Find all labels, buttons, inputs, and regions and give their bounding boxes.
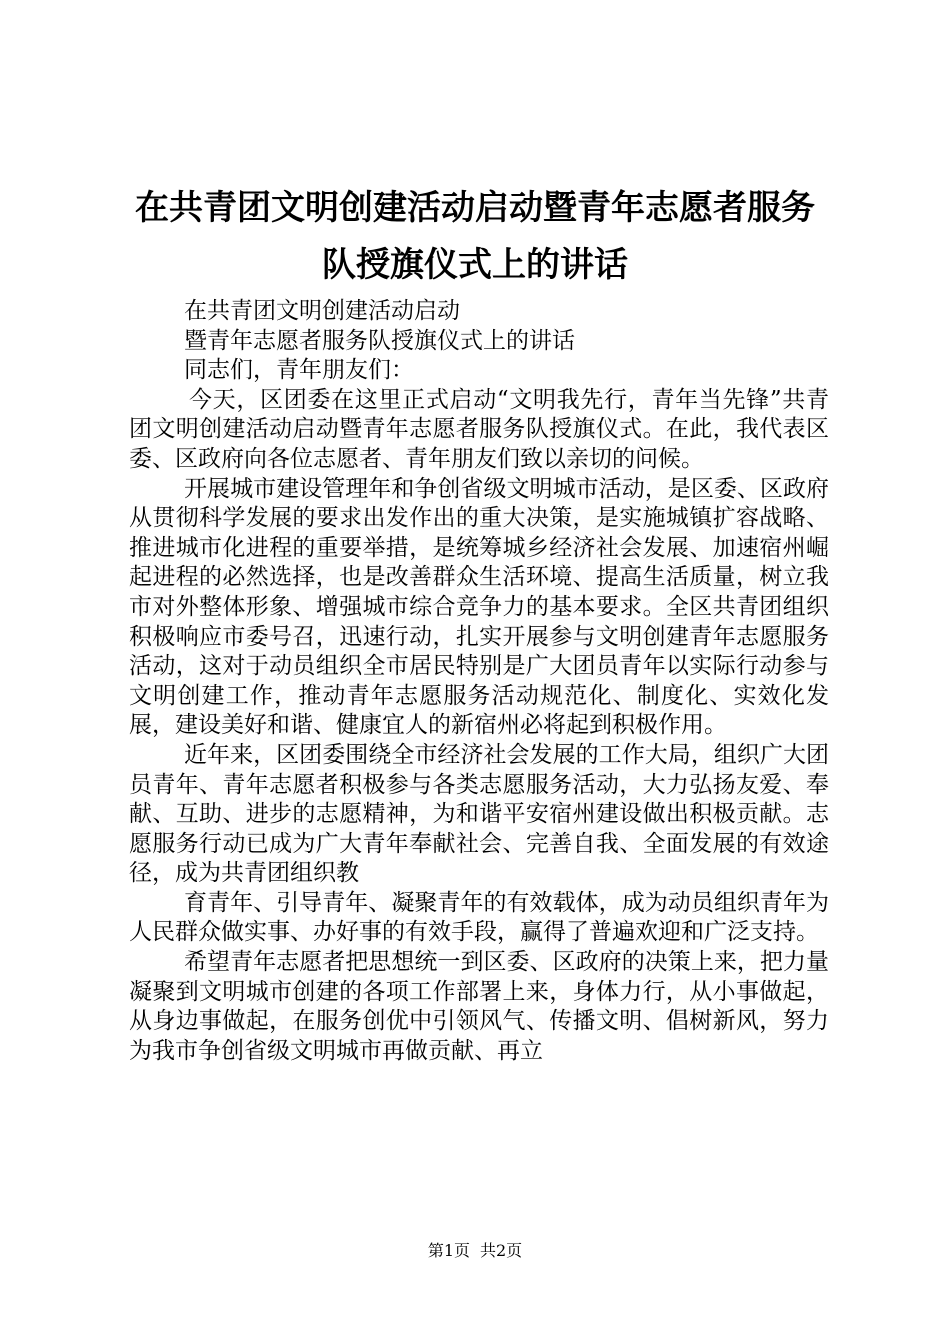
salutation: 同志们，青年朋友们：: [184, 357, 414, 384]
paragraph-hopes: 希望青年志愿者把思想统一到区委、区政府的决策上来，把力量凝聚到文明城市创建的各项工作部署上来，身体力行，从小事做起，从身边事做起，在服务创优中引领风气、传播文明、倡树新风，努力为我市争创省级文明城市再做贡献、再立: [129, 949, 829, 1064]
page-total: 共2页: [480, 1241, 523, 1260]
document-title-line-2: 队授旗仪式上的讲话: [322, 245, 628, 285]
page-footer: [0, 1241, 950, 1261]
paragraph-continuation: 育青年、引导青年、凝聚青年的有效载体，成为动员组织青年为人民群众做实事、办好事的有效手段，赢得了普遍欢迎和广泛支持。: [129, 889, 829, 946]
document-title-line-1: 在共青团文明创建活动启动暨青年志愿者服务: [135, 188, 815, 228]
paragraph-city-building: 开展城市建设管理年和争创省级文明城市活动，是区委、区政府从贯彻科学发展的要求出发作出的重大决策，是实施城镇扩容战略、推进城市化进程的重要举措，是统筹城乡经济社会发展、加速宿州崛起进程的必然选择，也是改善群众生活环境、提高生活质量，树立我市对外整体形象、增强城市综合竞争力的基本要求。全区共青团组织积极响应市委号召，迅速行动，扎实开展参与文明创建青年志愿服务活动，这对于动员组织全市居民特别是广大团员青年以实际行动参与文明创建工作，推动青年志愿服务活动规范化、制度化、实效化发展，建设美好和谐、健康宜人的新宿州必将起到积极作用。: [129, 475, 829, 739]
paragraph-opening: 今天，区团委在这里正式启动“文明我先行，青年当先锋”共青团文明创建活动启动暨青年志愿者服务队授旗仪式。在此，我代表区委、区政府向各位志愿者、青年朋友们致以亲切的问候。: [129, 386, 829, 472]
page-number: 第1页: [427, 1241, 470, 1260]
document-body: [129, 297, 829, 1066]
paragraph-recent-years: 近年来，区团委围绕全市经济社会发展的工作大局，组织广大团员青年、青年志愿者积极参与各类志愿服务活动，大力弘扬友爱、奉献、互助、进步的志愿精神，为和谐平安宿州建设做出积极贡献。志愿服务行动已成为广大青年奉献社会、完善自我、全面发展的有效途径，成为共青团组织教: [129, 741, 829, 887]
heading-repeat-line-1: 在共青团文明创建活动启动: [184, 298, 460, 324]
heading-repeat-line-2: 暨青年志愿者服务队授旗仪式上的讲话: [184, 327, 575, 354]
